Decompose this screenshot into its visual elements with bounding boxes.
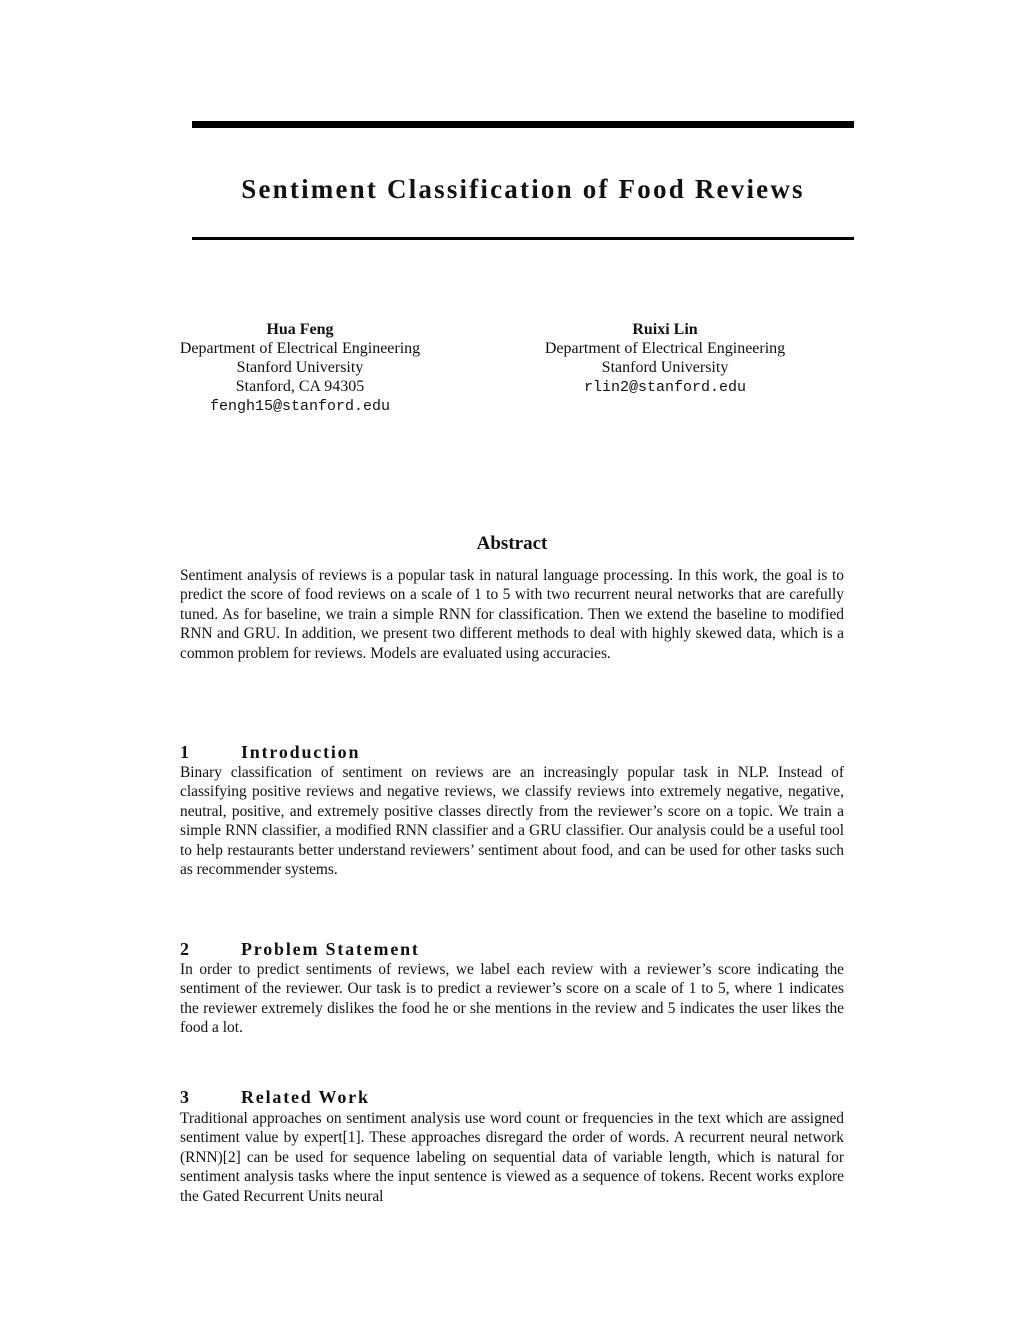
section-title: Problem Statement [241, 939, 420, 959]
author-block-1 [170, 320, 430, 416]
problem-statement-text: In order to predict sentiments of reviews, we label each review with a reviewer’s score indicating the sentiment of the reviewer. Our task is to predict a reviewer’s score on a scale of 1 to 5, where 1 indicates the reviewer extremely dislikes the food he or she mentions in the review and 5 indicates the user likes the food a lot. [180, 961, 844, 1037]
title-bottom-rule [192, 237, 854, 240]
abstract-heading: Abstract [476, 533, 548, 554]
author-name: Ruixi Lin [632, 321, 698, 338]
author-university: Stanford University [236, 359, 364, 376]
section-heading-introduction [180, 741, 360, 763]
author-university: Stanford University [601, 359, 729, 376]
author-block-2 [520, 320, 810, 397]
section-title: Related Work [241, 1087, 370, 1107]
section-heading-related-work [180, 1086, 370, 1108]
abstract-text: Sentiment analysis of reviews is a popular task in natural language processing. In this work, the goal is to predict the score of food reviews on a scale of 1 to 5 with two recurrent neural networks that are carefully tuned. As for baseline, we train a simple RNN for classification. Then we extend the baseline to modified RNN and GRU. In addition, we present two different methods to deal with highly skewed data, which is a common problem for reviews. Models are evaluated using accuracies. [180, 567, 844, 662]
section-number: 1 [180, 742, 189, 762]
author-address: Stanford, CA 94305 [235, 378, 365, 395]
title-top-rule [192, 121, 854, 128]
section-title: Introduction [241, 742, 361, 762]
section-heading-problem-statement [180, 938, 420, 960]
section-number: 2 [180, 939, 189, 959]
author-department: Department of Electrical Engineering [544, 340, 786, 357]
paper-title: Sentiment Classification of Food Reviews [241, 174, 805, 204]
section-number: 3 [180, 1087, 189, 1107]
author-email: fengh15@stanford.edu [209, 398, 391, 415]
author-name: Hua Feng [266, 321, 334, 338]
introduction-text: Binary classification of sentiment on reviews are an increasingly popular task in NLP. Instead of classifying positive reviews and negative reviews, we classify reviews into extremely negative, negative, neutral, positive, and extremely positive classes directly from the reviewer’s score on a topic. We train a simple RNN classifier, a modified RNN classifier and a GRU classifier. Our analysis could be a useful tool to help restaurants better understand reviewers’ sentiment about food, and can be used for other tasks such as recommender systems. [180, 764, 844, 879]
author-email: rlin2@stanford.edu [583, 379, 747, 396]
related-work-text: Traditional approaches on sentiment analysis use word count or frequencies in the text which are assigned sentiment value by expert[1]. These approaches disregard the order of words. A recurrent neural network (RNN)[2] can be used for sequence labeling on sequential data of variable length, which is natural for sentiment analysis tasks where the input sentence is viewed as a sequence of tokens. Recent works explore the Gated Recurrent Units neural [180, 1110, 844, 1205]
author-department: Department of Electrical Engineering [179, 340, 421, 357]
